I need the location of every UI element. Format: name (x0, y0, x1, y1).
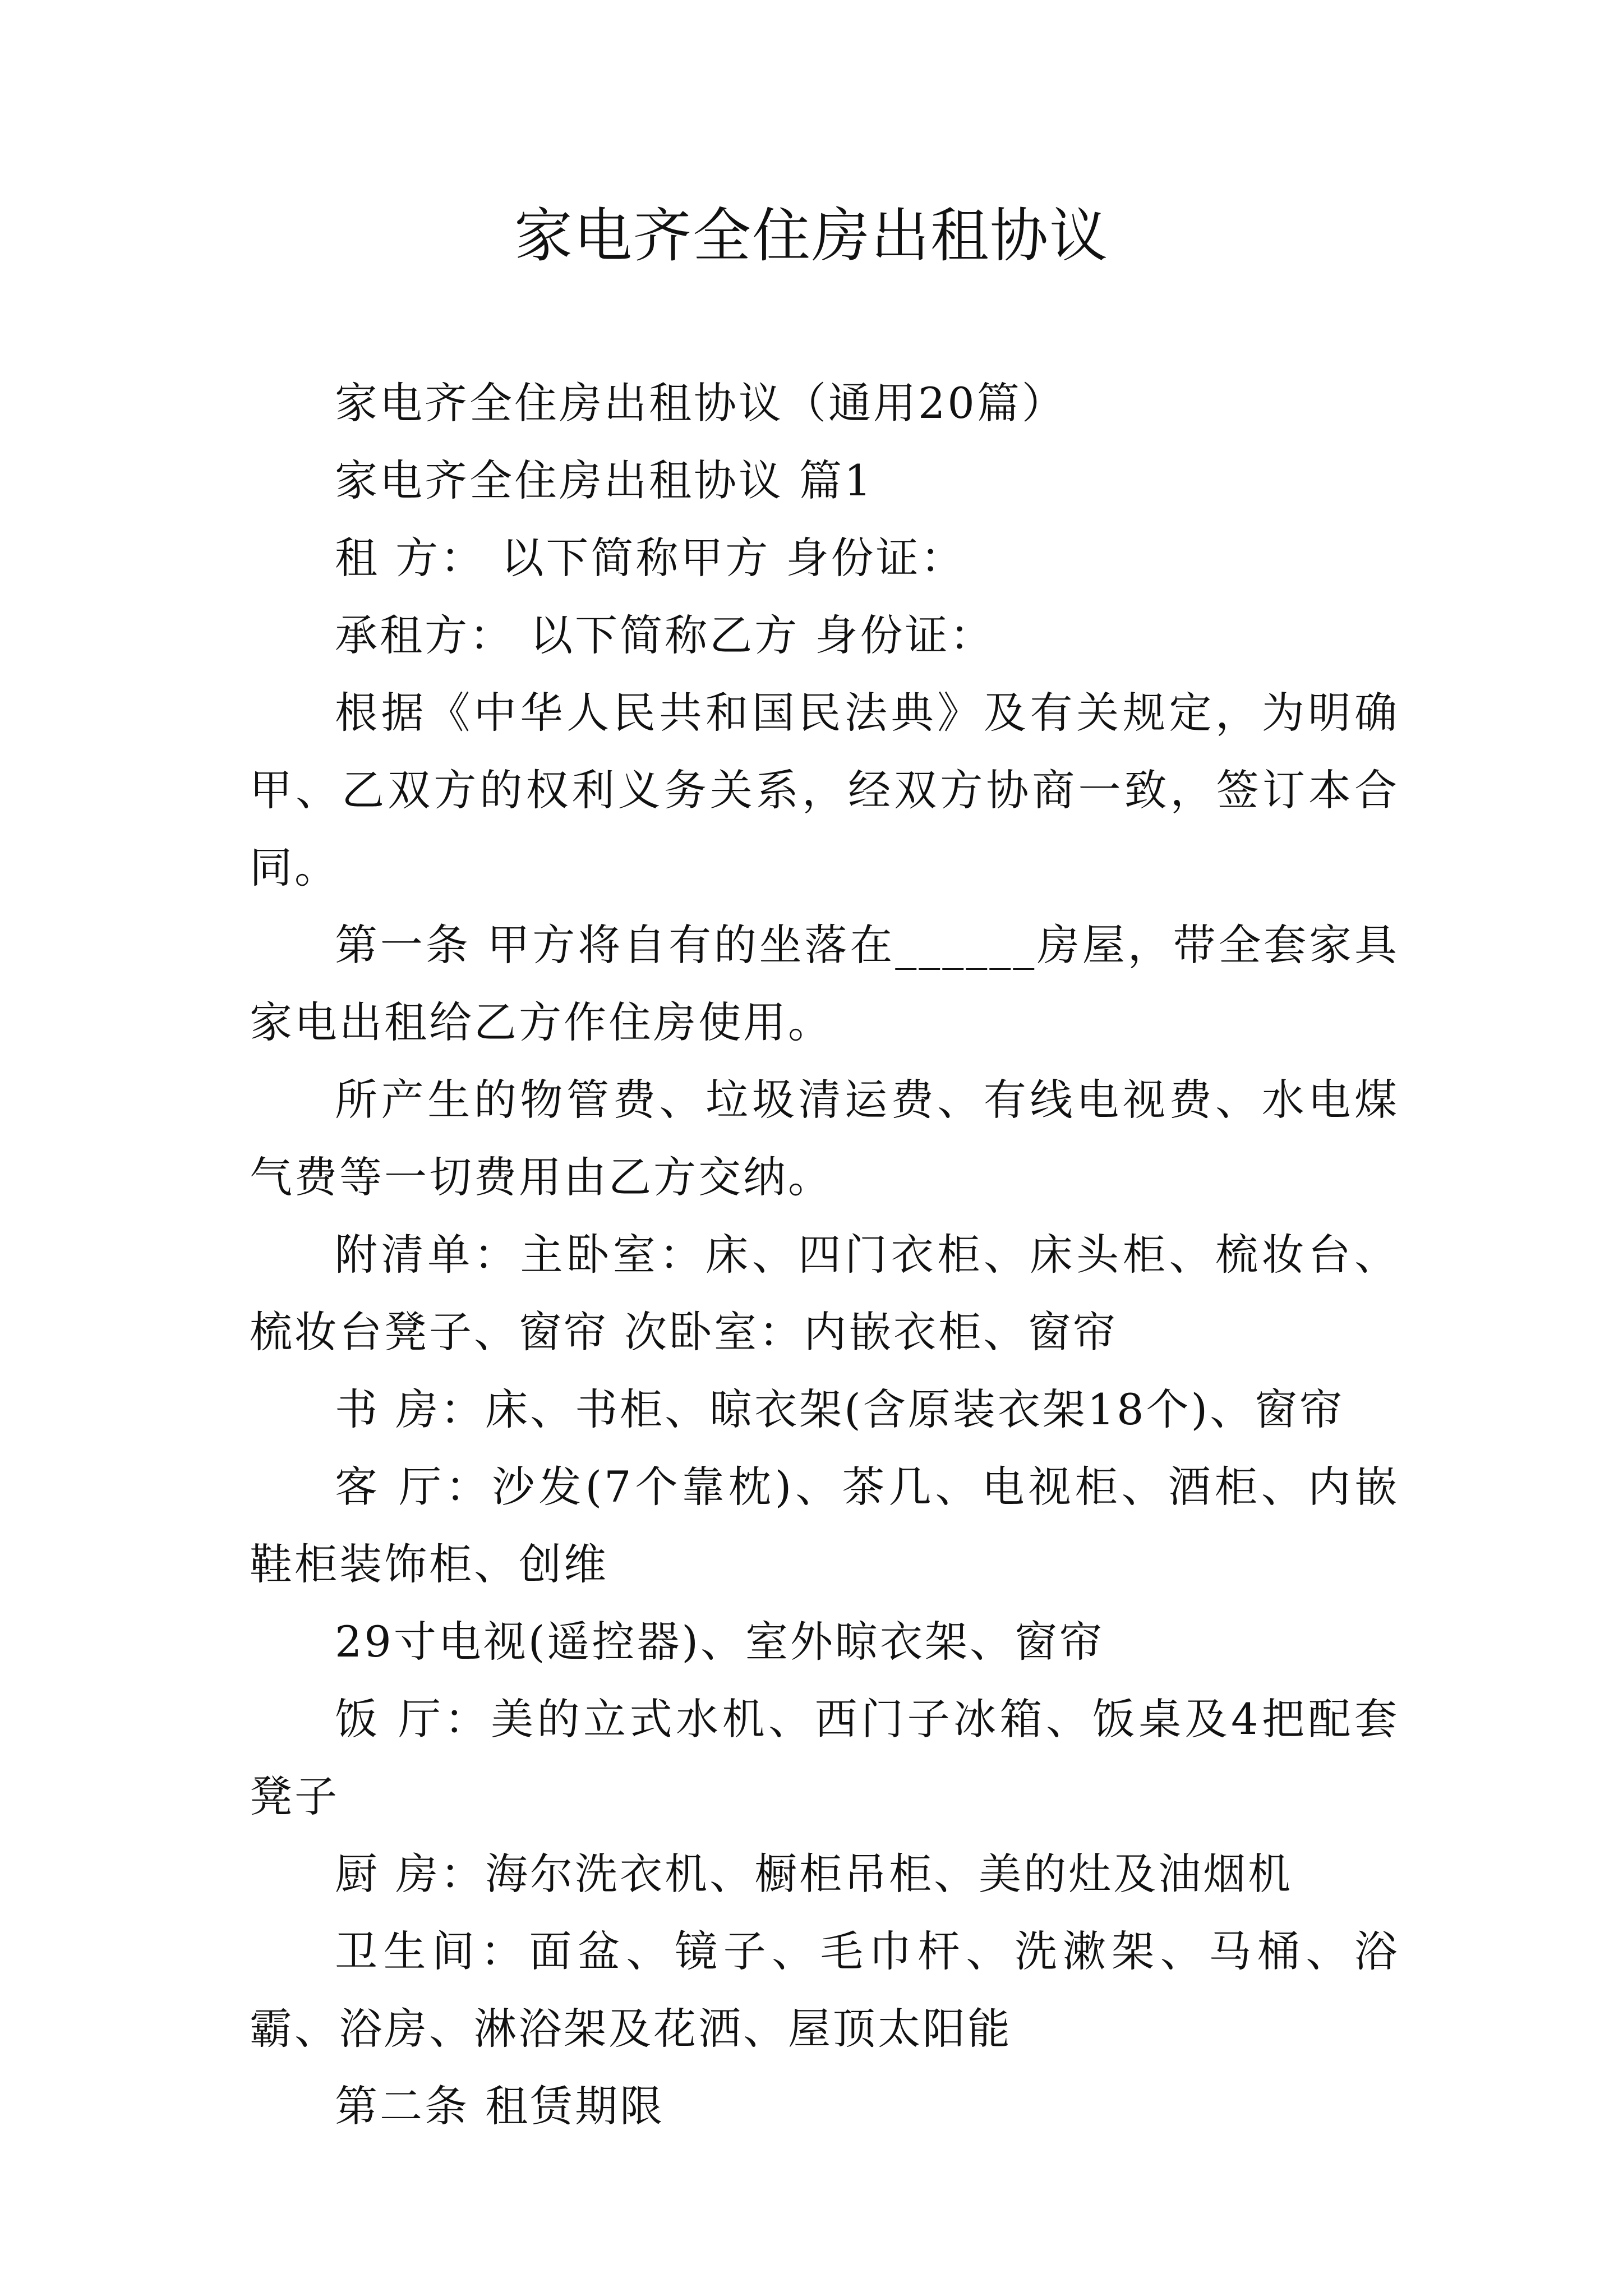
paragraph-subtitle: 家电齐全住房出租协议（通用20篇） (335, 378, 1067, 428)
document-title: 家电齐全住房出租协议 (514, 201, 1109, 270)
paragraph-inventory-kitchen: 厨 房：海尔洗衣机、橱柜吊柜、美的灶及油烟机 (335, 1849, 1293, 1899)
paragraph-lessor: 租 方： 以下简称甲方 身份证： (335, 533, 966, 583)
paragraph-inventory-bedrooms: 附清单：主卧室：床、四门衣柜、床头柜、梳妆台、梳妆台凳子、窗帘 次卧室：内嵌衣柜、窗帘 (250, 1230, 1399, 1357)
paragraph-article-2: 第二条 租赁期限 (335, 2081, 665, 2131)
paragraph-preamble: 根据《中华人民共和国民法典》及有关规定，为明确甲、乙双方的权利义务关系，经双方协商一致，签订本合同。 (250, 688, 1399, 892)
paragraph-inventory-dining: 饭 厅：美的立式水机、西门子冰箱、饭桌及4把配套凳子 (250, 1694, 1399, 1821)
paragraph-fees: 所产生的物管费、垃圾清运费、有线电视费、水电煤气费等一切费用由乙方交纳。 (250, 1075, 1399, 1202)
paragraph-section-heading: 家电齐全住房出租协议 篇1 (335, 455, 874, 505)
paragraph-inventory-living-room: 客 厅：沙发(7个靠枕)、茶几、电视柜、酒柜、内嵌鞋柜装饰柜、创维 (250, 1462, 1399, 1589)
document-body (250, 365, 1399, 2145)
paragraph-lessee: 承租方： 以下简称乙方 身份证： (335, 610, 995, 660)
paragraph-inventory-tv: 29寸电视(遥控器)、室外晾衣架、窗帘 (335, 1617, 1105, 1667)
paragraph-inventory-study: 书 房：床、书柜、晾衣架(含原装衣架18个)、窗帘 (335, 1384, 1345, 1434)
paragraph-article-1: 第一条 甲方将自有的坐落在______房屋，带全套家具家电出租给乙方作住房使用。 (250, 920, 1399, 1047)
paragraph-inventory-bathroom: 卫生间：面盆、镜子、毛巾杆、洗漱架、马桶、浴霸、浴房、淋浴架及花洒、屋顶太阳能 (250, 1926, 1399, 2054)
